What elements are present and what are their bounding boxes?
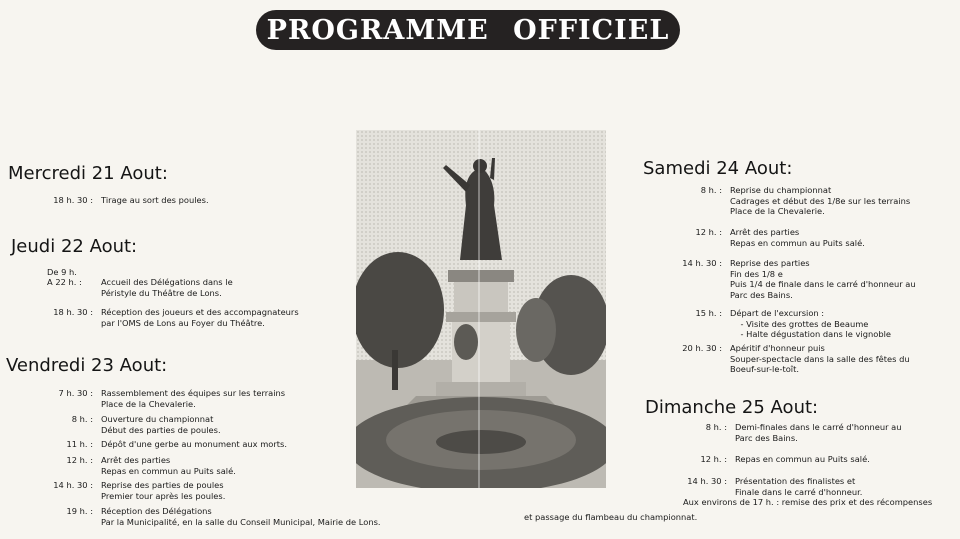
programme-title: PROGRAMME OFFICIEL: [256, 10, 680, 50]
event-time: 12 h. :: [66, 455, 93, 465]
event-description: Départ de l'excursion :: [730, 308, 825, 318]
event-description: Cadrages et début des 1/8e sur les terrains: [730, 195, 911, 206]
event-description: Fin des 1/8 e: [730, 268, 783, 279]
closing-note-line-2: et passage du flambeau du championnat.: [524, 512, 698, 522]
event-description: Ouverture du championnat: [101, 414, 214, 424]
event-description: Finale dans le carré d'honneur.: [735, 486, 863, 497]
event-description: Parc des Bains.: [735, 432, 798, 443]
day-heading-samedi: Samedi 24 Aout:: [643, 158, 793, 179]
event-description: Arrêt des parties: [101, 455, 171, 465]
day-heading-jeudi: Jeudi 22 Aout:: [11, 236, 138, 257]
event-description: par l'OMS de Lons au Foyer du Théâtre.: [101, 317, 265, 328]
event-description: Demi-finales dans le carré d'honneur au: [735, 422, 902, 432]
event-description: Boeuf-sur-le-toît.: [730, 364, 799, 374]
event-description: Rassemblement des équipes sur les terrains: [101, 388, 286, 398]
event-description: Présentation des finalistes et: [735, 476, 856, 486]
event-description: Début des parties de poules.: [101, 424, 221, 435]
event-time: 18 h. 30 :: [53, 195, 93, 205]
event-description: Premier tour après les poules.: [101, 490, 226, 501]
event-time: 20 h. 30 :: [682, 343, 722, 353]
event-description: Souper-spectacle dans la salle des fêtes du: [730, 353, 910, 364]
day-heading-mercredi: Mercredi 21 Aout:: [8, 163, 168, 184]
event-description: - Halte dégustation dans le vignoble: [730, 329, 891, 339]
event-time: 7 h. 30 :: [58, 388, 93, 398]
event-time: 18 h. 30 :: [53, 307, 93, 317]
event-description: Place de la Chevalerie.: [730, 206, 825, 216]
event-time: 14 h. 30 :: [682, 258, 722, 268]
event-time: De 9 h.: [47, 267, 77, 277]
event-description: - Visite des grottes de Beaume: [730, 318, 869, 329]
event-description: Puis 1/4 de finale dans le carré d'honneur au: [730, 279, 916, 289]
statue-photo: [356, 130, 606, 488]
event-description: Réception des Délégations: [101, 506, 212, 516]
event-time: 19 h. :: [66, 506, 93, 516]
event-description: Reprise des parties: [730, 258, 810, 268]
event-description: Repas en commun au Puits salé.: [730, 237, 865, 248]
event-description: Reprise des parties de poules: [101, 480, 224, 490]
event-time: 14 h. 30 :: [687, 476, 727, 486]
event-description: Par la Municipalité, en la salle du Conseil Municipal, Mairie de Lons.: [101, 516, 381, 527]
event-time: 15 h. :: [695, 308, 722, 318]
event-description: Repas en commun au Puits salé.: [101, 465, 236, 476]
event-description: Reprise du championnat: [730, 185, 832, 195]
event-time: 11 h. :: [66, 439, 93, 449]
event-time: 12 h. :: [695, 227, 722, 237]
event-time: 8 h. :: [700, 185, 722, 195]
event-time: 8 h. :: [71, 414, 93, 424]
event-description: Apéritif d'honneur puis: [730, 343, 825, 353]
event-description: Dépôt d'une gerbe au monument aux morts.: [101, 439, 287, 449]
event-description: Péristyle du Théâtre de Lons.: [101, 287, 222, 298]
event-description: Tirage au sort des poules.: [101, 195, 209, 205]
event-description: Repas en commun au Puits salé.: [735, 454, 870, 464]
day-heading-vendredi: Vendredi 23 Aout:: [6, 355, 168, 376]
event-description: Accueil des Délégations dans le: [101, 277, 233, 287]
day-heading-dimanche: Dimanche 25 Aout:: [645, 397, 819, 418]
event-time: 14 h. 30 :: [53, 480, 93, 490]
event-time: 12 h. :: [700, 454, 727, 464]
event-description: Place de la Chevalerie.: [101, 398, 196, 409]
event-description: Parc des Bains.: [730, 289, 793, 300]
event-time: A 22 h. :: [47, 277, 82, 287]
event-description: Réception des joueurs et des accompagnateurs: [101, 307, 299, 317]
event-description: Arrêt des parties: [730, 227, 800, 237]
event-time: 8 h. :: [705, 422, 727, 432]
closing-note-line-1: Aux environs de 17 h. : remise des prix et des récompenses: [683, 497, 933, 507]
